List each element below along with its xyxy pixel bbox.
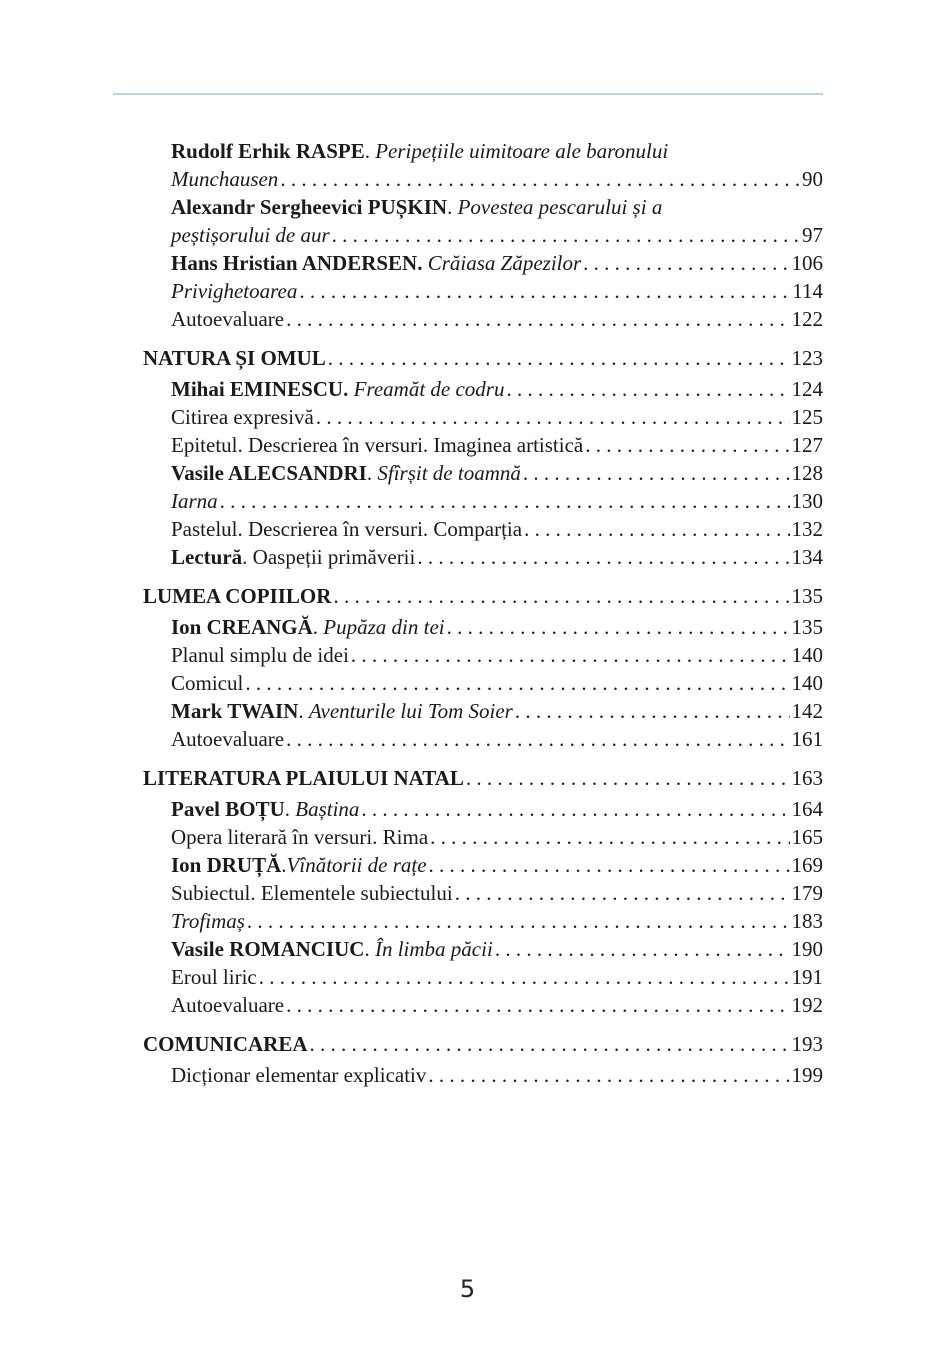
toc-entry-row xyxy=(143,1061,823,1089)
dot-leader xyxy=(299,277,790,305)
dot-leader xyxy=(310,1030,790,1059)
toc-page-number: 135 xyxy=(791,584,823,608)
toc-entry-title xyxy=(171,823,428,851)
toc-entry-part: Povestea pescarului și a xyxy=(457,195,663,219)
toc-entry-part: . xyxy=(312,615,324,639)
toc-entry-part: . xyxy=(364,937,375,961)
toc-page-number: 163 xyxy=(791,766,823,790)
toc-entry-title xyxy=(171,879,453,907)
toc-entry-part: Freamăt de codru xyxy=(353,377,505,401)
toc-entry-row xyxy=(143,851,823,879)
toc-page-number: 127 xyxy=(791,433,823,457)
toc-entry-part: Epitetul. Descrierea în versuri. Imaginea artistică xyxy=(171,433,584,457)
toc-entry-part: Munchausen xyxy=(171,167,279,191)
toc-section-row xyxy=(143,582,823,611)
toc-entry-row xyxy=(143,305,823,333)
toc-entry-row xyxy=(143,963,823,991)
toc-entry-part: Baștina xyxy=(295,797,360,821)
toc-entry-row xyxy=(143,277,823,305)
toc-entry-row xyxy=(143,249,823,277)
toc-entry-row xyxy=(143,403,823,431)
toc-entry-part: . xyxy=(281,853,287,877)
dot-leader xyxy=(417,543,789,571)
toc-entry-part: NATURA ȘI OMUL xyxy=(143,346,326,370)
dot-leader xyxy=(523,459,790,487)
toc-entry-row xyxy=(143,165,823,193)
toc-entry-title xyxy=(171,795,359,823)
toc-entry-part: . Oaspeții primăverii xyxy=(242,545,416,569)
toc-entry-title xyxy=(171,543,415,571)
toc-page-number: 140 xyxy=(791,643,823,667)
toc-entry-title xyxy=(143,1030,308,1059)
toc-entry-part: Iarna xyxy=(171,489,218,513)
toc-entry-part: peștișorului de aur xyxy=(171,223,330,247)
dot-leader xyxy=(328,344,790,373)
toc-entry-part: Lectură xyxy=(171,545,243,569)
dot-leader xyxy=(361,795,789,823)
toc-entry-row xyxy=(143,795,823,823)
toc-entry-title xyxy=(143,582,331,611)
toc-entry-part: COMUNICAREA xyxy=(143,1032,308,1056)
toc-entry-row xyxy=(143,375,823,403)
toc-entry-title xyxy=(171,991,284,1019)
dot-leader xyxy=(506,375,789,403)
toc-entry-row xyxy=(143,907,823,935)
toc-page-number: 125 xyxy=(791,405,823,429)
dot-leader xyxy=(585,431,789,459)
toc-entry-row xyxy=(143,431,823,459)
toc-page-number: 140 xyxy=(791,671,823,695)
toc-entry-part: Dicționar elementar explicativ xyxy=(171,1063,427,1087)
toc-entry-title xyxy=(171,193,662,221)
toc-entry-part: Pavel BOȚU xyxy=(171,797,285,821)
toc-entry-row xyxy=(143,935,823,963)
toc-entry-row xyxy=(143,515,823,543)
toc-entry-part: Mark TWAIN xyxy=(171,699,299,723)
toc-entry-row xyxy=(143,725,823,753)
toc-entry-title xyxy=(171,641,349,669)
toc-page-number: 142 xyxy=(791,699,823,723)
toc-entry-part: Vasile ROMANCIUC xyxy=(171,937,365,961)
dot-leader xyxy=(316,403,790,431)
toc-entry-part: . xyxy=(284,797,296,821)
dot-leader xyxy=(495,935,790,963)
dot-leader xyxy=(583,249,789,277)
toc-entry-title xyxy=(171,669,243,697)
toc-entry-row xyxy=(143,823,823,851)
toc-page-number: 135 xyxy=(791,615,823,639)
toc-entry-part: Mihai EMINESCU. xyxy=(171,377,349,401)
toc-section-row xyxy=(143,764,823,793)
toc-entry-part: Crăiasa Zăpezilor xyxy=(427,251,582,275)
toc-entry-part: Planul simplu de idei xyxy=(171,643,349,667)
dot-leader xyxy=(524,515,789,543)
top-divider xyxy=(113,93,823,95)
toc-entry-part: Hans Hristian ANDERSEN. xyxy=(171,251,423,275)
toc-entry-title xyxy=(171,907,245,935)
toc-page-number: 130 xyxy=(791,489,823,513)
toc-entry-title xyxy=(171,249,581,277)
toc-entry-title xyxy=(171,725,284,753)
toc-entry-title xyxy=(171,487,218,515)
toc-entry-row xyxy=(143,487,823,515)
toc-page-number: 122 xyxy=(791,307,823,331)
dot-leader xyxy=(259,963,790,991)
toc-entry-part: Rudolf Erhik RASPE xyxy=(171,139,365,163)
dot-leader xyxy=(332,221,800,249)
toc-entry-part: . xyxy=(364,139,376,163)
toc-entry-part: Ion CREANGĂ xyxy=(171,615,313,639)
toc-page-number: 190 xyxy=(791,937,823,961)
toc-entry-part: Vasile ALECSANDRI xyxy=(171,461,367,485)
toc-entry-row xyxy=(143,641,823,669)
toc-entry-title xyxy=(171,935,493,963)
dot-leader xyxy=(515,697,790,725)
toc-entry-part: . xyxy=(447,195,458,219)
toc-entry-part: Privighetoarea xyxy=(171,279,298,303)
toc-entry-part: Pastelul. Descrierea în versuri. Comparția xyxy=(171,517,523,541)
toc-entry-part: Autoevaluare xyxy=(171,727,285,751)
toc-page-number: 193 xyxy=(791,1032,823,1056)
toc-page-number: 192 xyxy=(791,993,823,1017)
toc-entry-title xyxy=(171,459,521,487)
dot-leader xyxy=(286,305,789,333)
toc-entry-title xyxy=(171,277,297,305)
toc-page-number: 165 xyxy=(791,825,823,849)
toc-entry-row xyxy=(143,697,823,725)
toc-entry-part: Peripețiile uimitoare ale baronului xyxy=(375,139,669,163)
dot-leader xyxy=(280,165,800,193)
toc-entry-part: Ion DRUȚĂ xyxy=(171,853,282,877)
toc-entry-row xyxy=(143,669,823,697)
page-number: 5 xyxy=(459,1275,476,1303)
toc-page-number: 114 xyxy=(792,279,823,303)
toc-entry-title xyxy=(171,221,330,249)
dot-leader xyxy=(429,851,790,879)
toc-entry-part: LUMEA COPIILOR xyxy=(143,584,332,608)
toc-entry-title xyxy=(171,403,314,431)
toc-entry-part: În limba păcii xyxy=(374,937,493,961)
toc-page-number: 124 xyxy=(791,377,823,401)
dot-leader xyxy=(286,991,789,1019)
toc-entry-part: Pupăza din tei xyxy=(323,615,445,639)
toc-entry-part: Eroul liric xyxy=(171,965,257,989)
toc-entry-row xyxy=(143,137,823,165)
toc-page-number: 134 xyxy=(791,545,823,569)
dot-leader xyxy=(430,823,789,851)
toc-entry-part: Sfîrșit de toamnă xyxy=(377,461,521,485)
toc-section-row xyxy=(143,1030,823,1059)
toc-page-number: 199 xyxy=(791,1063,823,1087)
toc-page-number: 106 xyxy=(791,251,823,275)
dot-leader xyxy=(245,669,789,697)
dot-leader xyxy=(286,725,789,753)
dot-leader xyxy=(333,582,789,611)
toc-entry-row xyxy=(143,879,823,907)
toc-entry-title xyxy=(171,963,257,991)
dot-leader xyxy=(447,613,790,641)
toc-entry-part: Autoevaluare xyxy=(171,993,285,1017)
toc-entry-title xyxy=(171,613,445,641)
toc-entry-title xyxy=(171,515,522,543)
toc-entry-part: Alexandr Sergheevici PUȘKIN xyxy=(171,195,448,219)
table-of-contents xyxy=(143,137,823,1089)
toc-entry-part: Opera literară în versuri. Rima xyxy=(171,825,429,849)
toc-page-number: 179 xyxy=(791,881,823,905)
toc-entry-row xyxy=(143,221,823,249)
toc-page-number: 169 xyxy=(791,853,823,877)
toc-section-row xyxy=(143,344,823,373)
toc-page-number: 97 xyxy=(802,223,823,247)
toc-page-number: 164 xyxy=(791,797,823,821)
dot-leader xyxy=(247,907,790,935)
dot-leader xyxy=(351,641,790,669)
toc-entry-title xyxy=(143,764,464,793)
toc-entry-title xyxy=(171,431,583,459)
toc-entry-part: Vînătorii de rațe xyxy=(286,853,427,877)
toc-entry-title xyxy=(171,1061,426,1089)
toc-entry-row xyxy=(143,193,823,221)
toc-entry-part: Citirea expresivă xyxy=(171,405,314,429)
toc-entry-title xyxy=(171,697,513,725)
toc-page-number: 161 xyxy=(791,727,823,751)
toc-entry-part: Aventurile lui Tom Soier xyxy=(308,699,513,723)
toc-entry-part: LITERATURA PLAIULUI NATAL xyxy=(143,766,464,790)
toc-entry-part: Subiectul. Elementele subiectului xyxy=(171,881,453,905)
dot-leader xyxy=(455,879,790,907)
toc-entry-title xyxy=(171,137,668,165)
toc-entry-row xyxy=(143,543,823,571)
toc-page-number: 132 xyxy=(791,517,823,541)
toc-entry-title xyxy=(143,344,326,373)
dot-leader xyxy=(466,764,790,793)
toc-page-number: 183 xyxy=(791,909,823,933)
toc-entry-row xyxy=(143,613,823,641)
toc-entry-part: . xyxy=(298,699,309,723)
toc-entry-row xyxy=(143,459,823,487)
toc-entry-title xyxy=(171,851,427,879)
toc-entry-row xyxy=(143,991,823,1019)
toc-page-number: 191 xyxy=(791,965,823,989)
toc-entry-title xyxy=(171,305,284,333)
toc-entry-part: . xyxy=(366,461,378,485)
toc-page-number: 90 xyxy=(802,167,823,191)
toc-entry-title xyxy=(171,375,504,403)
toc-page-number: 128 xyxy=(791,461,823,485)
toc-entry-part: Autoevaluare xyxy=(171,307,285,331)
toc-entry-title xyxy=(171,165,278,193)
toc-page-number: 123 xyxy=(791,346,823,370)
toc-entry-part: Comicul xyxy=(171,671,244,695)
dot-leader xyxy=(220,487,790,515)
toc-entry-part: Trofimaș xyxy=(171,909,245,933)
dot-leader xyxy=(428,1061,789,1089)
